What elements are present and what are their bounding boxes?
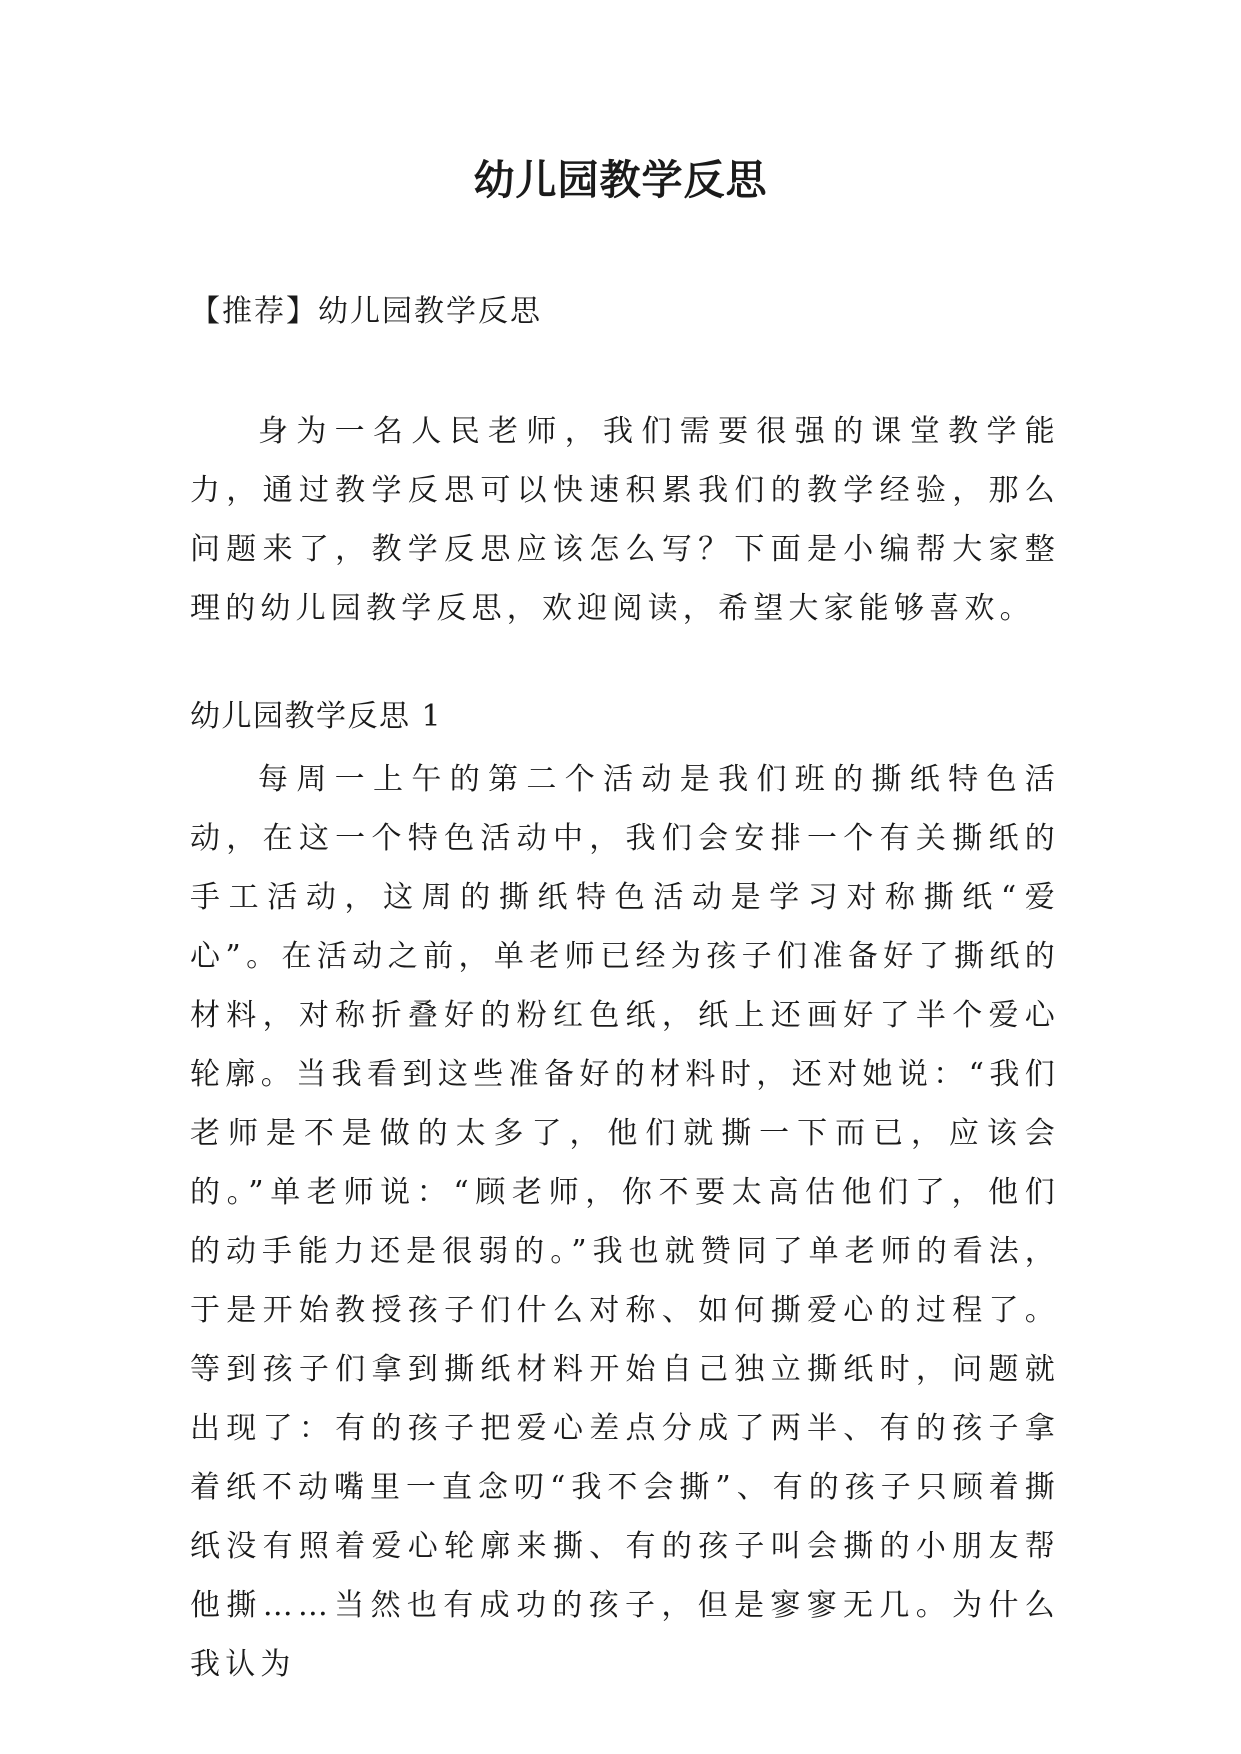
section-paragraph: 每周一上午的第二个活动是我们班的撕纸特色活动，在这一个特色活动中，我们会安排一个有关撕纸的手工活动，这周的撕纸特色活动是学习对称撕纸“爱心”。在活动之前，单老师已经为孩子们准备好了撕纸的材料，对称折叠好的粉红色纸，纸上还画好了半个爱心轮廓。当我看到这些准备好的材料时，还对她说：“我们老师是不是做的太多了，他们就撕一下而已，应该会的。”单老师说：“顾老师，你不要太高估他们了，他们的动手能力还是很弱的。”我也就赞同了单老师的看法，于是开始教授孩子们什么对称、如何撕爱心的过程了。等到孩子们拿到撕纸材料开始自己独立撕纸时，问题就出现了：有的孩子把爱心差点分成了两半、有的孩子拿着纸不动嘴里一直念叨“我不会撕”、有的孩子只顾着撕纸没有照着爱心轮廓来撕、有的孩子叫会撕的小朋友帮他撕……当然也有成功的孩子，但是寥寥无几。为什么我认为 (190, 762, 1060, 1682)
recommend-line: 【推荐】幼儿园教学反思 (190, 294, 542, 329)
document-title: 幼儿园教学反思 (473, 156, 768, 204)
section-heading: 幼儿园教学反思 1 (190, 699, 443, 734)
intro-paragraph: 身为一名人民老师，我们需要很强的课堂教学能力，通过教学反思可以快速积累我们的教学经验，那么问题来了，教学反思应该怎么写？下面是小编帮大家整理的幼儿园教学反思，欢迎阅读，希望大家能够喜欢。 (190, 414, 1060, 626)
